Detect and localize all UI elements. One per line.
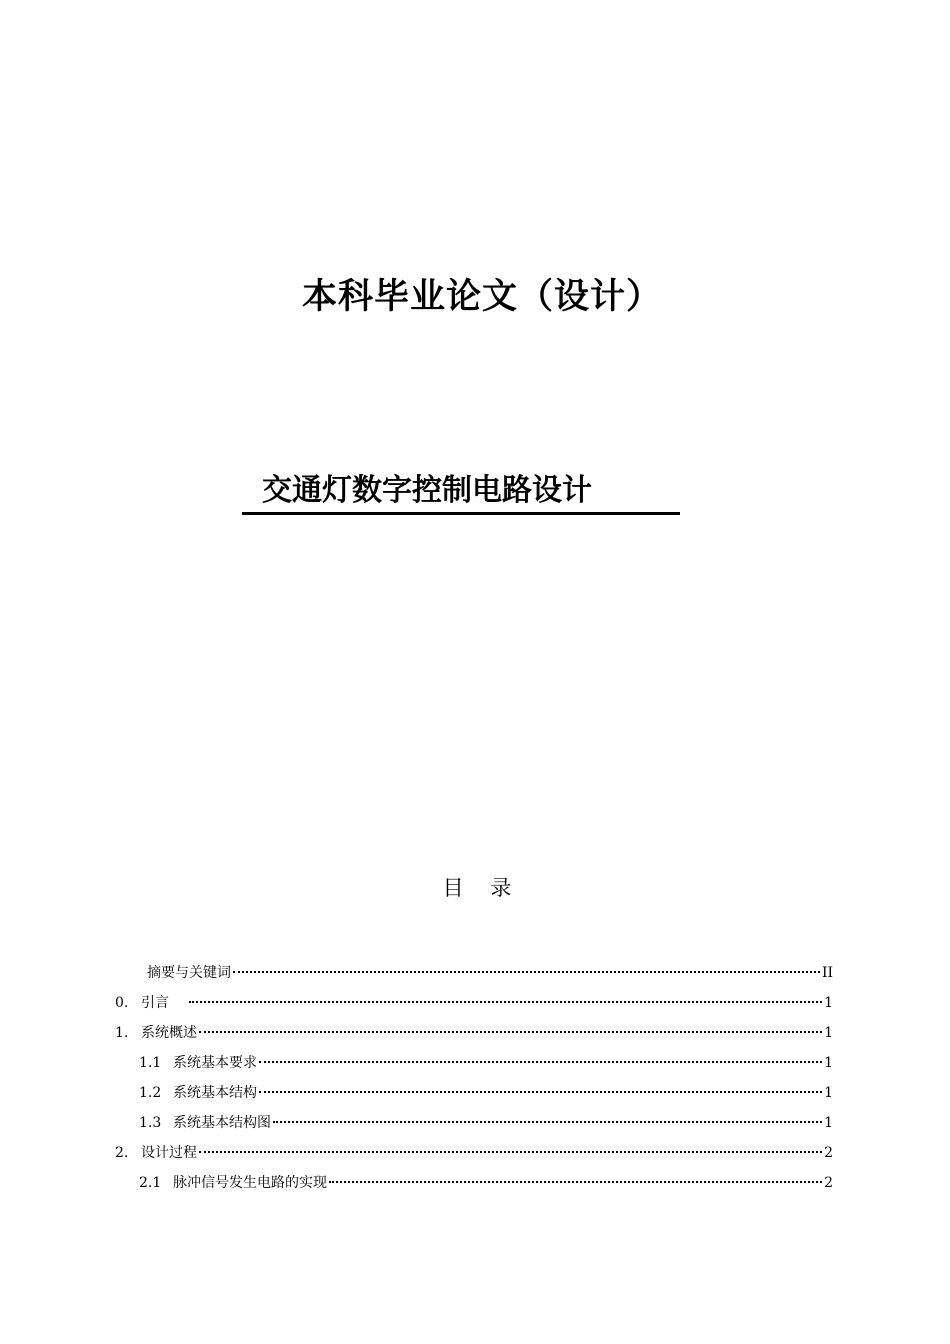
toc-leader-dots xyxy=(259,1061,822,1063)
toc-leader-dots xyxy=(329,1181,822,1183)
toc-entry-page: 2 xyxy=(824,1175,833,1191)
toc-entry-design-process[interactable] xyxy=(115,1138,833,1168)
toc-entry-basic-requirements[interactable] xyxy=(139,1048,833,1078)
toc-entry-label: 系统基本结构图 xyxy=(173,1115,271,1131)
toc-leader-dots xyxy=(233,971,820,973)
main-title: 本科毕业论文（设计） xyxy=(301,277,662,317)
toc-leader-dots xyxy=(199,1151,822,1153)
toc-entry-number: 1. xyxy=(115,1025,129,1041)
thesis-title-underline xyxy=(242,470,680,515)
toc-entry-page: 1 xyxy=(824,1085,833,1101)
toc-entry-page: II xyxy=(821,965,833,981)
toc-entry-label: 引言 xyxy=(141,995,169,1011)
toc-entry-number: 1.2 xyxy=(139,1085,162,1101)
toc-leader-dots xyxy=(199,1031,822,1033)
toc-entry-label: 摘要与关键词 xyxy=(147,965,231,981)
toc-entry-basic-structure[interactable] xyxy=(139,1078,833,1108)
toc-entry-number: 0. xyxy=(115,995,129,1011)
toc-entry-label: 脉冲信号发生电路的实现 xyxy=(173,1175,327,1191)
toc-entry-number: 2.1 xyxy=(139,1175,162,1191)
toc-entry-abstract[interactable] xyxy=(147,958,833,988)
toc-entry-introduction[interactable] xyxy=(115,988,833,1018)
toc-entry-page: 1 xyxy=(824,1025,833,1041)
toc-entry-number: 2. xyxy=(115,1145,129,1161)
toc-entry-structure-diagram[interactable] xyxy=(139,1108,833,1138)
toc-leader-dots xyxy=(273,1121,822,1123)
toc-entry-label: 设计过程 xyxy=(141,1145,197,1161)
toc-entry-page: 1 xyxy=(824,1055,833,1071)
toc-entry-label: 系统基本要求 xyxy=(173,1055,257,1071)
toc-entry-page: 1 xyxy=(824,995,833,1011)
toc-leader-dots xyxy=(189,1001,822,1003)
toc-entry-page: 2 xyxy=(824,1145,833,1161)
toc-entry-page: 1 xyxy=(824,1115,833,1131)
toc-leader-dots xyxy=(259,1091,822,1093)
toc-entry-overview[interactable] xyxy=(115,1018,833,1048)
toc-entry-label: 系统概述 xyxy=(141,1025,197,1041)
toc-entry-label: 系统基本结构 xyxy=(173,1085,257,1101)
toc-entry-number: 1.3 xyxy=(139,1115,162,1131)
thesis-title: 交通灯数字控制电路设计 xyxy=(262,473,592,508)
toc-heading: 目 录 xyxy=(442,876,522,900)
toc-entry-pulse-circuit[interactable] xyxy=(139,1168,833,1198)
toc-entry-number: 1.1 xyxy=(139,1055,162,1071)
